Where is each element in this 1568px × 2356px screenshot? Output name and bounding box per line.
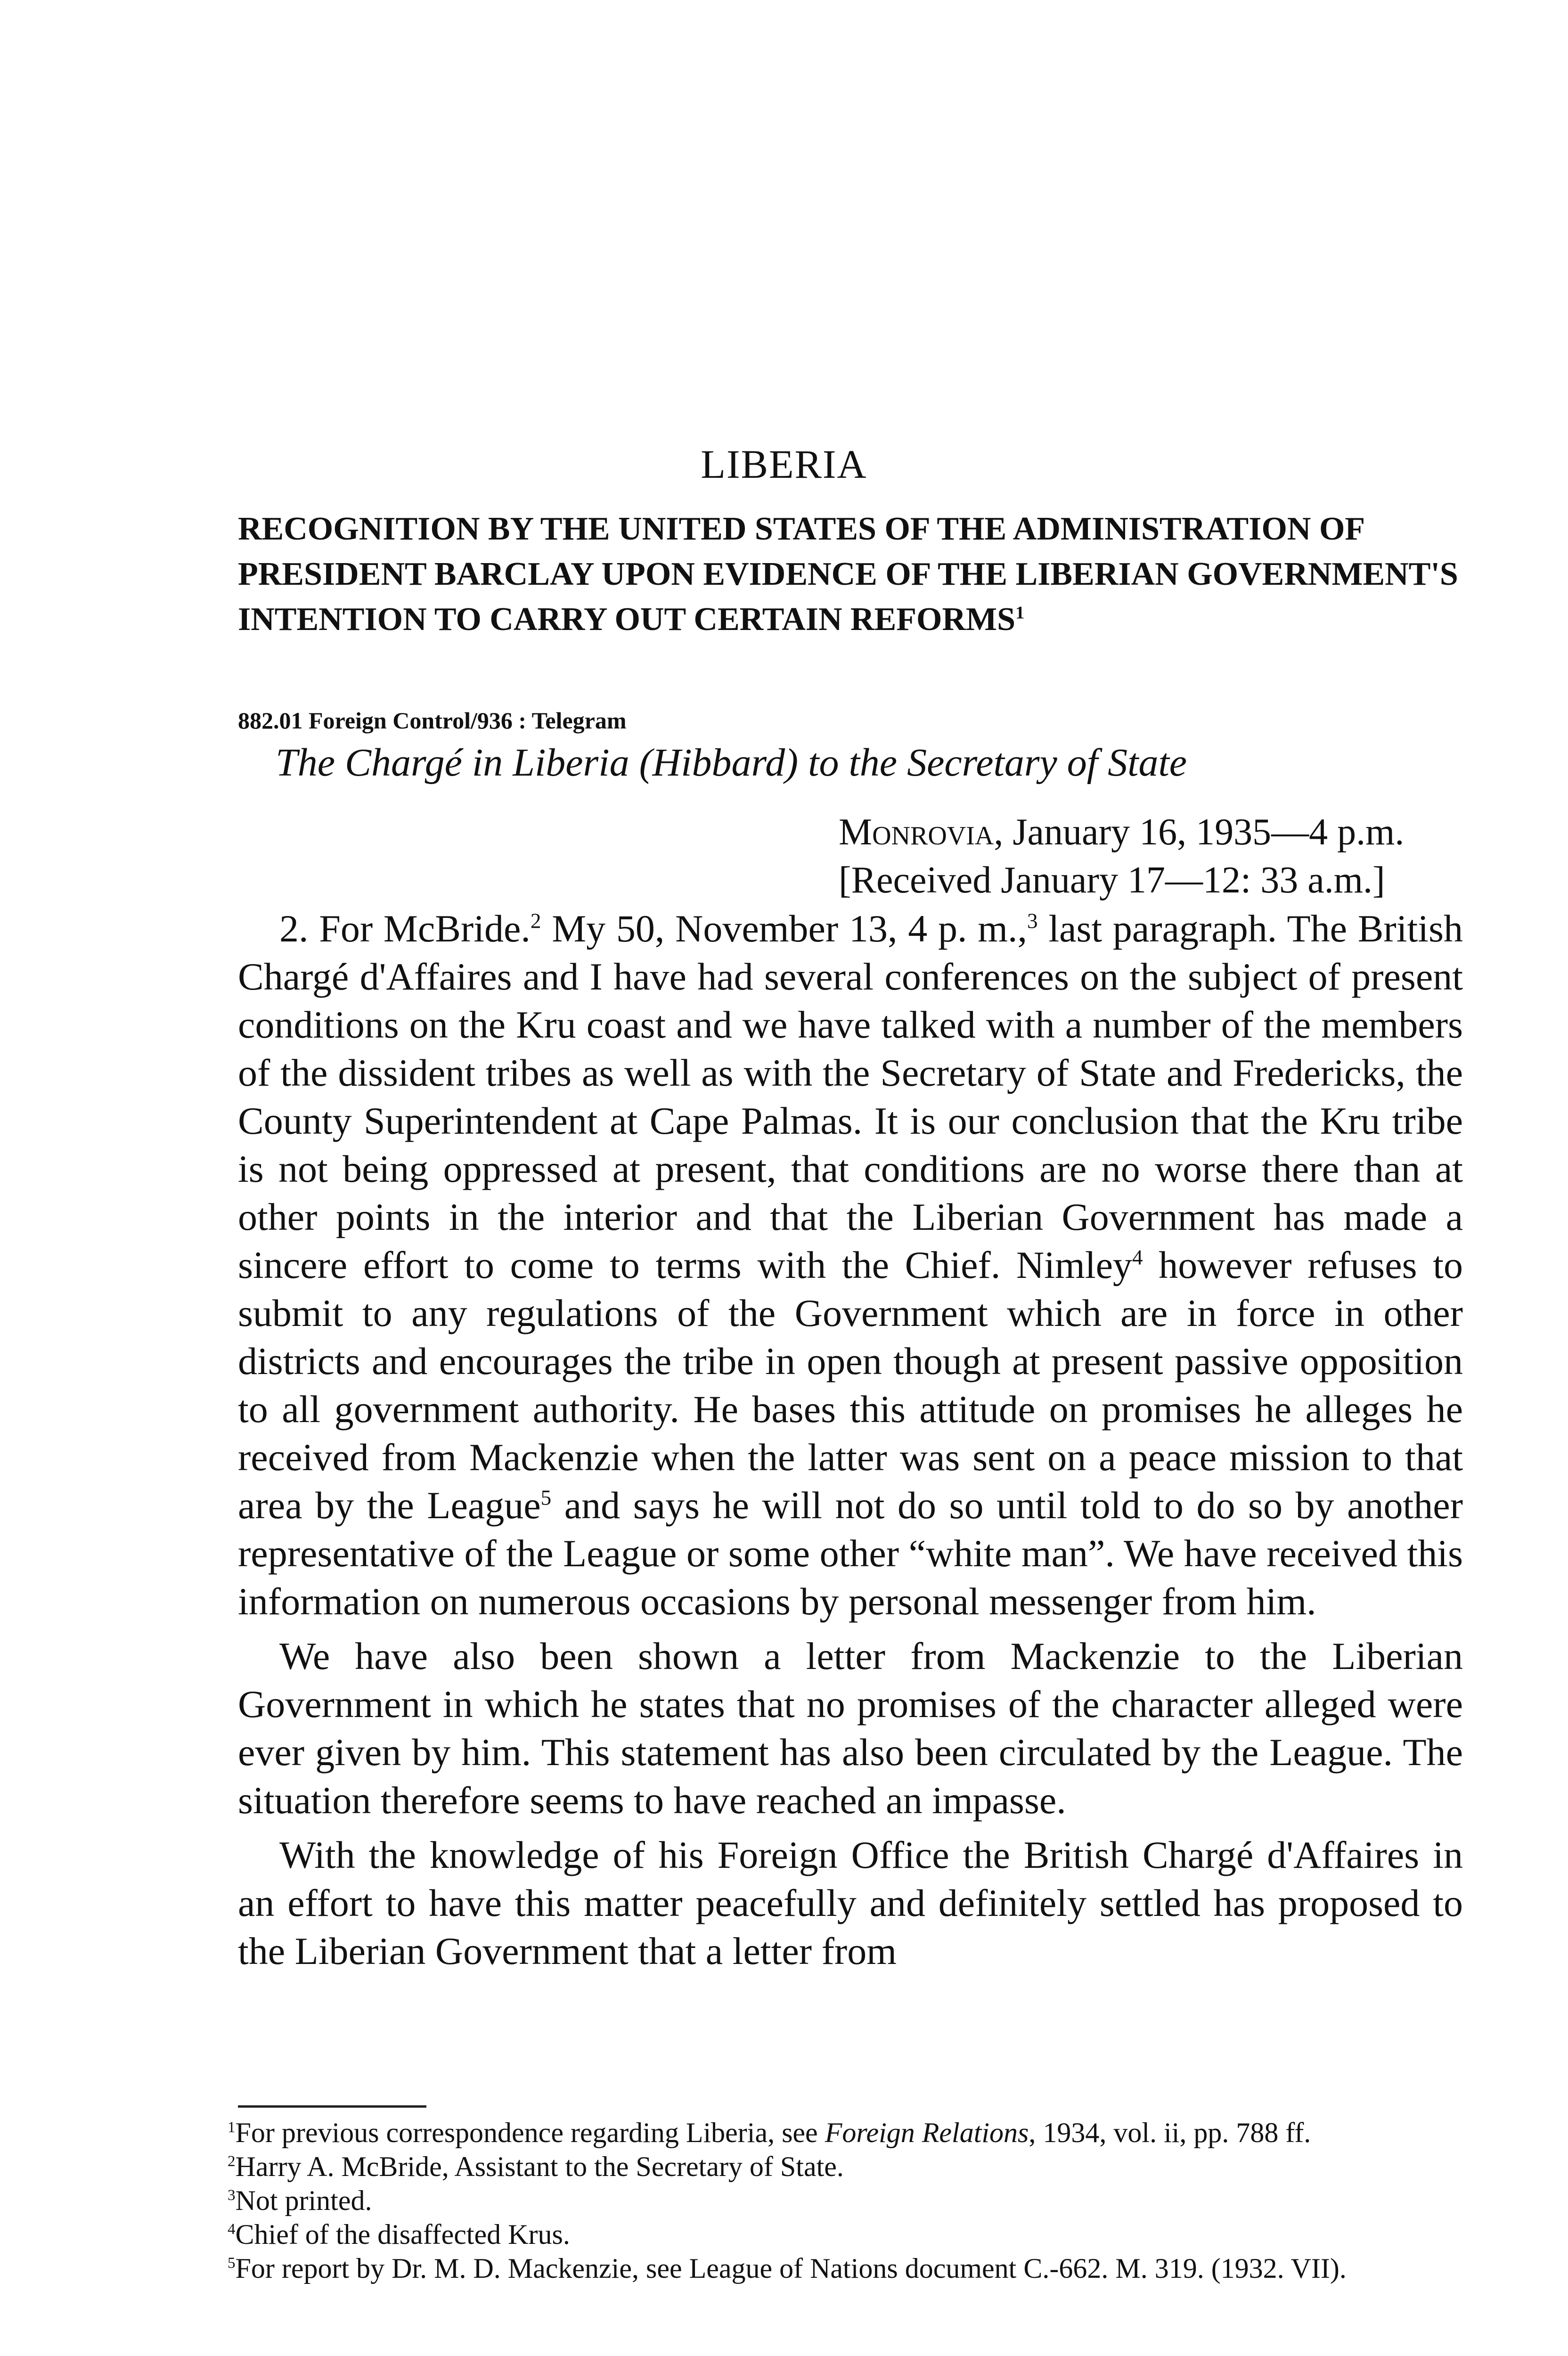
dateline xyxy=(839,808,1404,904)
place-name: Monrovia xyxy=(839,811,994,853)
footnote-number: 5 xyxy=(228,2255,236,2272)
date-text: , January 16, 1935—4 p.m. xyxy=(994,811,1405,853)
text-run: last paragraph. The British Chargé d'Affaires and I have had several conferences on the subject of present conditions on the Kru coast and we have talked with a number of the members of the dissident tribes as well as with the Secretary of State and Fredericks, the County Superintendent at Cape Palmas. It is our conclusion that the Kru tribe is not being oppressed at present, that conditions are no worse there than at other points in the interior and that the Liberian Government has made a sincere effort to come to terms with the Chief. Nimley xyxy=(238,907,1463,1286)
text-run: Chief of the disaffected Krus. xyxy=(235,2219,570,2250)
text-run: however refuses to submit to any regulations of the Government which are in force in other districts and encourages the tribe in open though at present passive opposition to all government authority. He bases this attitude on promises he alleges he received from Mackenzie when the latter was sent on a peace mission to that area by the League xyxy=(238,1243,1463,1527)
footnote-number: 2 xyxy=(228,2153,236,2170)
section-heading xyxy=(238,507,1501,642)
dateline-line xyxy=(839,808,1404,856)
footnote xyxy=(205,2150,1477,2184)
text-run: For previous correspondence regarding Liberia, see xyxy=(235,2117,825,2148)
text-run: Not printed. xyxy=(235,2185,372,2216)
file-reference: 882.01 Foreign Control/936 : Telegram xyxy=(238,707,627,734)
received-line: [Received January 17—12: 33 a.m.] xyxy=(839,859,1385,901)
paragraph: We have also been shown a letter from Mackenzie to the Liberian Government in which he states that no promises of the character alleged were ever given by him. This statement has also been circulated by the League. The situation therefore seems to have reached an impasse. xyxy=(238,1635,1463,1822)
footnote xyxy=(205,2184,1477,2217)
paragraph xyxy=(238,905,1463,1626)
footnote-ref: 5 xyxy=(540,1486,552,1510)
footnote-number: 3 xyxy=(228,2187,236,2204)
footnote-ref: 3 xyxy=(1027,909,1038,933)
paragraph: With the knowledge of his Foreign Office the British Chargé d'Affaires in an effort to have this matter peacefully and definitely settled has proposed to the Liberian Government that a letter from xyxy=(238,1833,1463,1972)
text-run: and says he will not do so until told to do so by another representative of the League or some other “white man”. We have received this information on numerous occasions by personal messenger from him. xyxy=(238,1484,1463,1623)
footnote-divider xyxy=(238,2105,426,2108)
footnote-number: 1 xyxy=(228,2119,236,2136)
text-run: Harry A. McBride, Assistant to the Secretary of State. xyxy=(235,2151,844,2182)
footnote xyxy=(205,2251,1477,2285)
footnote-ref: 4 xyxy=(1132,1245,1143,1269)
footnote-ref: 2 xyxy=(530,909,541,933)
telegram-body xyxy=(238,905,1463,1975)
page-title: LIBERIA xyxy=(701,442,867,487)
footnotes xyxy=(205,2116,1477,2285)
footnote xyxy=(205,2116,1477,2150)
document-subtitle: The Chargé in Liberia (Hibbard) to the Secretary of State xyxy=(276,741,1187,785)
heading-text: RECOGNITION BY THE UNITED STATES OF THE ADMINISTRATION OF PRESIDENT BARCLAY UPON EVIDENCE OF THE LIBERIAN GOVERNMENT'S INTENTION TO CARRY OUT CERTAIN REFORMS xyxy=(238,511,1458,638)
text-run: For report by Dr. M. D. Mackenzie, see League of Nations document C.-662. M. 319. (1932. VII). xyxy=(235,2253,1347,2284)
text-run: , 1934, vol. ii, pp. 788 ff. xyxy=(1029,2117,1311,2148)
footnote-number: 4 xyxy=(228,2221,236,2238)
text-run: Foreign Relations xyxy=(825,2117,1029,2148)
footnote-ref: 1 xyxy=(1015,603,1025,623)
text-run: My 50, November 13, 4 p. m., xyxy=(541,907,1028,950)
text-run: 2. For McBride. xyxy=(279,907,531,950)
footnote xyxy=(205,2217,1477,2251)
